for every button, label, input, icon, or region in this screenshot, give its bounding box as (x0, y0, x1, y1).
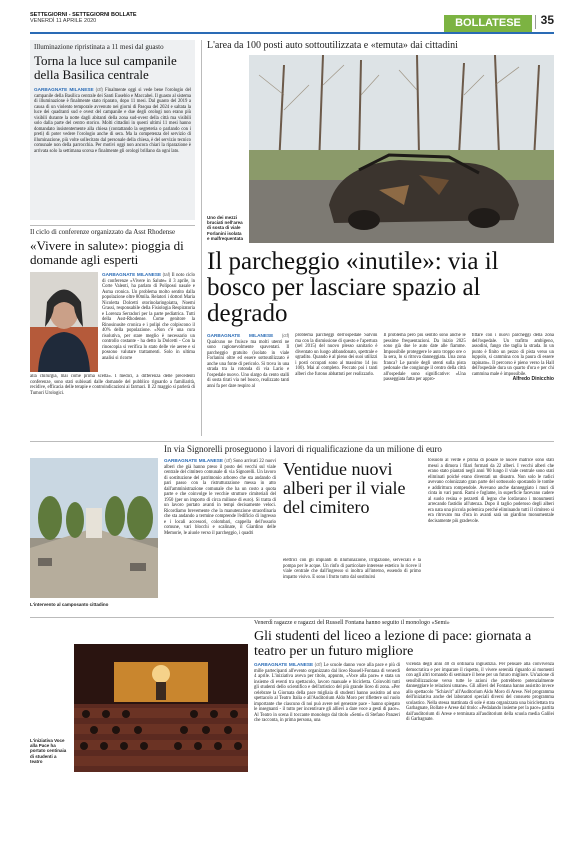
article-cemetery (30, 444, 554, 614)
divider (30, 617, 554, 618)
kicker: Venerdì ragazze e ragazzi del Russell Fontana hanno seguito il monologo «Semi» (254, 620, 450, 626)
article-bell-tower (30, 40, 195, 220)
headline: Gli studenti del liceo a lezione di pace: giornata a teatro per un futuro migliore (254, 629, 532, 659)
body-col-2: vicenda degli anni 40 di ordinaria ingiustizia. Per pensare alla convivenza democratica e per imparare il rispetto, il vivere serenità riguardo ai momenti con agli altri tornando di seminare il bene per un futuro migliore. Un'azione di sensibilizzazione verso tutte le azioni che potrebbero potenzialmente danneggiare le relazioni umane». Gli allievi del Fontana hanno assistito invece allo spettacolo "Schiavit" all'Auditorium Aldo Moro di Arese. Nel programma dell'iniziativa anche del laboratori speciali diversi del consueto programma scolastico. Nella stessa mattinata di sole è stata organizzata una biciclettata tra Garbagnate, Bollate e Arese dal titolo: «Pedalando insieme per la pace» partita dall'auditorium di Arese e terminata all'auditorium della scuola media Galilei di Garbagnate. (406, 662, 554, 722)
kicker: In via Signorelli proseguono i lavori di riqualificazione da un milione di euro (164, 444, 442, 454)
dateline: GARBAGNATE MILANESE (164, 458, 224, 463)
burnt-car-photo (249, 55, 554, 243)
body-col-4: fittare con i nuovi parcheggi della zona dell'ospedale. Un trafitto ambigeno, assodini, fango che taglia la strada. In un punto è finito un pezzo di pista verso un luppolo, si cammina con la paura di essere rapinato». Il percorso è pieno verso la Hall dell'ospedale dura un quarto d'ora e per chi cammina male è impossibile. (471, 333, 554, 377)
dateline: GARBAGNATE MILANESE (34, 87, 94, 92)
dateline: GARBAGNATE MILANESE (207, 333, 274, 338)
body-col-2: problema parcheggi dell'ospedale Salvini ma con la dismissione di questo e l'apertura (nel 2015) del nuovo plesso sanitario è diventato un luogo abbandonato, spettrale e sgradito. Quando è al pieno dei suoi utilizzi i posti occupati sono al massimo 14 (su 100). Mai al completo. Peccato poi i tanti alberi che furono abbattuti per realizzarlo. (295, 333, 378, 377)
column-divider (201, 40, 202, 436)
cemetery-illustration (30, 458, 158, 598)
body-col-1: Sono arrivati 22 nuovi alberi che già hanno preso il posto dei vecchi sul viale centrale del cimitero comunale di via Signorelli. Un lavoro di sostituzione del patrimonio arboreo che sta andando di pari passo con la ristrutturazione messa in atto dall'amministrazione comunale che ha un costo a quota parte e che coinvolge le vecchie strutture cimiteriali del 1950 (per un importo di circa milione di euro). Si tratta di un lavoro portato avanti in tempi decisamente veloci. Ricordiamo brevemente che la manutenzione straordinaria che sta andando a termine comprende l'edificio di ingresso e i locali accessori, colombari, cappella dell'ossario comune, vari blocchi e scalinate, il Giardino delle Memorie, le aiuole verso il parcheggio, i quadri (164, 459, 276, 536)
divider (30, 441, 554, 442)
body-col-1: Le scuole danno voce alla pace e più di mille partecipanti all'evento organizzato dal liceo Russell-Fontana di venerdì 4 aprile. L'iniziativa aveva per titolo, appunto, «Voce alla pace» e stata un insieme di eventi tra spettacolo, lavoro manuale e bicicletta. Coinvolti tutti gli studenti dello scientifico e dell'artistico del più grande liceo di zona. «Per celebrare la Giornata della pace migliaia di studenti hanno assistito ad uno spettacolo al Teatro Italia e all'Auditorium Aldo Moro per riflettere sul ruolo importante che ciascuno di noi può avere nel generare pace - hanno spiegato le insegnanti - il tutto per incentivare gli allievi a dare voce a gesti di pace». Al Teatro in scena il toccante monologo dal titolo «Semi» di Stefano Panzeri che racconta, in prima persona, una (254, 663, 400, 723)
body-text: Il noto ciclo di conferenze «Vivere in Salute» il 3 aprile, in Corte Valenti, ha parlato di Polipossi nasale e Asma cronica. Un problema molto sentito dalla popolazione oltre 80mila. Relatori i dottori Maria Nicoletta Dolcetti otorinolaringoiatra, Noemi Grassi, responsabile della Fisiologia Respiratoria e Lorenza Serradori per la parte pediatrica. Tutti della Asst-Rhodense. Come genitore la Rinosinusite cronica e i polipi che colpiscono il 40% della popolazione. «Non c'è una cura risolutiva, per stare meglio è necessario un controllo costante - ha detto la Dolcetti - Con la rinoscopia si verifica lo stato delle vie aeree e si possono valutare trattamenti. Solo in ultima analisi si ricorre (102, 273, 195, 361)
dateline-author: (ctf) (224, 458, 232, 463)
section-tag: BOLLATESE (444, 15, 532, 32)
article-body (34, 87, 191, 215)
headline: Il parcheggio «inutile»: via il bosco per lasciare spazio al degrado (207, 248, 499, 327)
page-number: 35 (540, 13, 554, 27)
photo-caption: Uno dei mezzi bruciati nell'area di sosta di viale Forlanini isolata e malfrequentata (207, 214, 244, 241)
masthead-paper: SETTEGIORNI - SETTEGIORNI BOLLATE (30, 12, 137, 18)
cemetery-photo (30, 458, 158, 598)
dateline-author: (taf) (162, 272, 171, 277)
article-health (30, 228, 195, 436)
body-col-2: elettrici con gli impianti di illuminazione, irrigazione, serveciali e la pompa per le acque. Un rinfo di particolare interesse estetico lo riceve il viale centrale che dall'ingresso si inoltra all'interno, essendo di primo impatto visivo. E sono i frutto tutto dal sostituirsi (283, 558, 421, 580)
kicker: L'area da 100 posti auto sottoutilizzata e «temuta» dai cittadini (207, 40, 458, 51)
dateline: GARBAGNATE MILANESE (254, 662, 314, 667)
masthead-date: VENERDÌ 11 APRILE 2020 (30, 18, 97, 24)
kicker: Il ciclo di conferenze organizzato da Asst Rhodense (30, 228, 176, 236)
article-body (102, 272, 195, 372)
theatre-photo (74, 644, 248, 772)
article-body-col-1 (164, 458, 276, 612)
photo-caption: L'iniziativa Voce alla Pace ha portato centinaia di studenti a teatro (30, 738, 67, 764)
headline: Ventidue nuovi alberi per il viale del cimitero (283, 459, 406, 517)
byline: Alfredo Dinicchio (512, 376, 554, 382)
photo-caption: L'intervento al camposanto cittadino (30, 602, 109, 607)
article-theatre (30, 620, 554, 832)
article-body-col-1 (254, 662, 400, 830)
portrait-illustration (30, 272, 98, 372)
body-text: Finalmente oggi si vede bene l'orologio del campanile della Basilica centrale dei Santi Eusebio e Maccabei. Il guasto al sistema di illuminazione è finalmente stato riparato, dopo 11 mesi. Dal guasto del 2019 a causa di un violento temporale avvenuto nei giorni di Pasqua del 2024 e saltata la luce dei quadranti sud e ovest del campanile e due degli orologi non erano più visibili durante la notte dagli abitanti della zona sud-ovest della città ma visibili solo dalla parte del centro storico. Molti cittadini in questi ultimi 11 mesi hanno domandato insistentemente alla chiesa (contattando la segreteria o parlando con i preti) di poter vedere l'orologio anche di sera. Ma la competenza del servizio di illuminazione, più volte sollecitato dal personale della chiesa, è del servizio tecnico comunale non della parrocchia. Per motivi oggi non ancora chiari la riparazione è arrivata solo la settimana scorsa e finalmente gli orologi brillano da ogni lato. (34, 88, 191, 154)
divider (30, 225, 195, 226)
headline: Torna la luce sul campanile della Basilica centrale (34, 53, 177, 82)
kicker: Illuminazione ripristinata a 11 mesi dal guasto (34, 43, 164, 51)
article-body (207, 333, 554, 441)
page-header (30, 12, 554, 34)
dateline-author: (ctf) (281, 333, 290, 338)
body-col-1: Qualcuno ne fruisce ma molti utenti ne sono ragionevolmente spaventati. Il parcheggio gratuito (isolato in viale Forlanini oltre ed essere sottoutilizzato è anche una fonte di pericolo. Si trova in una strada tra la rotonda di via Lario e l'ospedale nuovo. Uno slargo da cento stalli di sosta tirati via nel bosco, realizzato tanti anni fa per dare respiro al (207, 339, 290, 389)
masthead (30, 12, 137, 24)
dateline-author: (ctf) (95, 87, 103, 92)
portrait-photo (30, 272, 98, 372)
article-parking (207, 40, 554, 436)
body-col-3: toisuolo al verde e prima di posare le nuove matrice sono stati messi a dimora i filari formati da 22 alberi. I vecchi alberi che erano stato piantati negli anni '80 lungo il viale centrale sono stati eliminati poiché erano diventati un disastro. Non solo le radici avevano colonizzato gran parte del sottosuolo spostando le tombe e addirittura rompendole. Avevano anche danneggiato i muri di cinta in vari punti. Rami e foglame, in superficie facevano cadere al suolo resina e pezzetti di legno che lordavano i monumenti arrecando fastidio all'utenza. Dopo il taglio poderoso degli alberi era nata una piccola polemica perché eliminando tutti il cimitero si era ritrovato ma d'ora in avanti sarà un giardino monumentale decisamente più gradevole. (428, 458, 554, 524)
article-body-continued: alla chirurgia, mai come prima scelta». I medici, a differenza delle precedenti conferenze, sono stati subissati dalle domande del pubblico riguardo a familiarità, recidive, efficacia delle terapie e controindicazioni ai farmaci. Il 22 maggio si parlerà di Tumori Urologici. (30, 374, 195, 396)
theatre-illustration (74, 644, 248, 772)
body-col-3: Il problema però più sentito sono anche le pessime frequentazioni. Da inizio 2025 sono già due le auto date alle fiamme. Impossibile proteggere le auto troppo ore o la sera, lo si ritrova danneggiata. Una zona franca? Le parole degli utenti sulla pista pedonale che congiunge il centro della città all'ospedale sono significative: «Una passeggiata fatta per appro- (383, 333, 466, 382)
dateline: GARBAGNATE MILANESE (102, 272, 162, 277)
headline: «Vivere in salute»: pioggia di domande agli esperti (30, 238, 184, 267)
burnt-car-illustration (249, 55, 554, 243)
dateline-author: (ctf) (314, 662, 323, 667)
